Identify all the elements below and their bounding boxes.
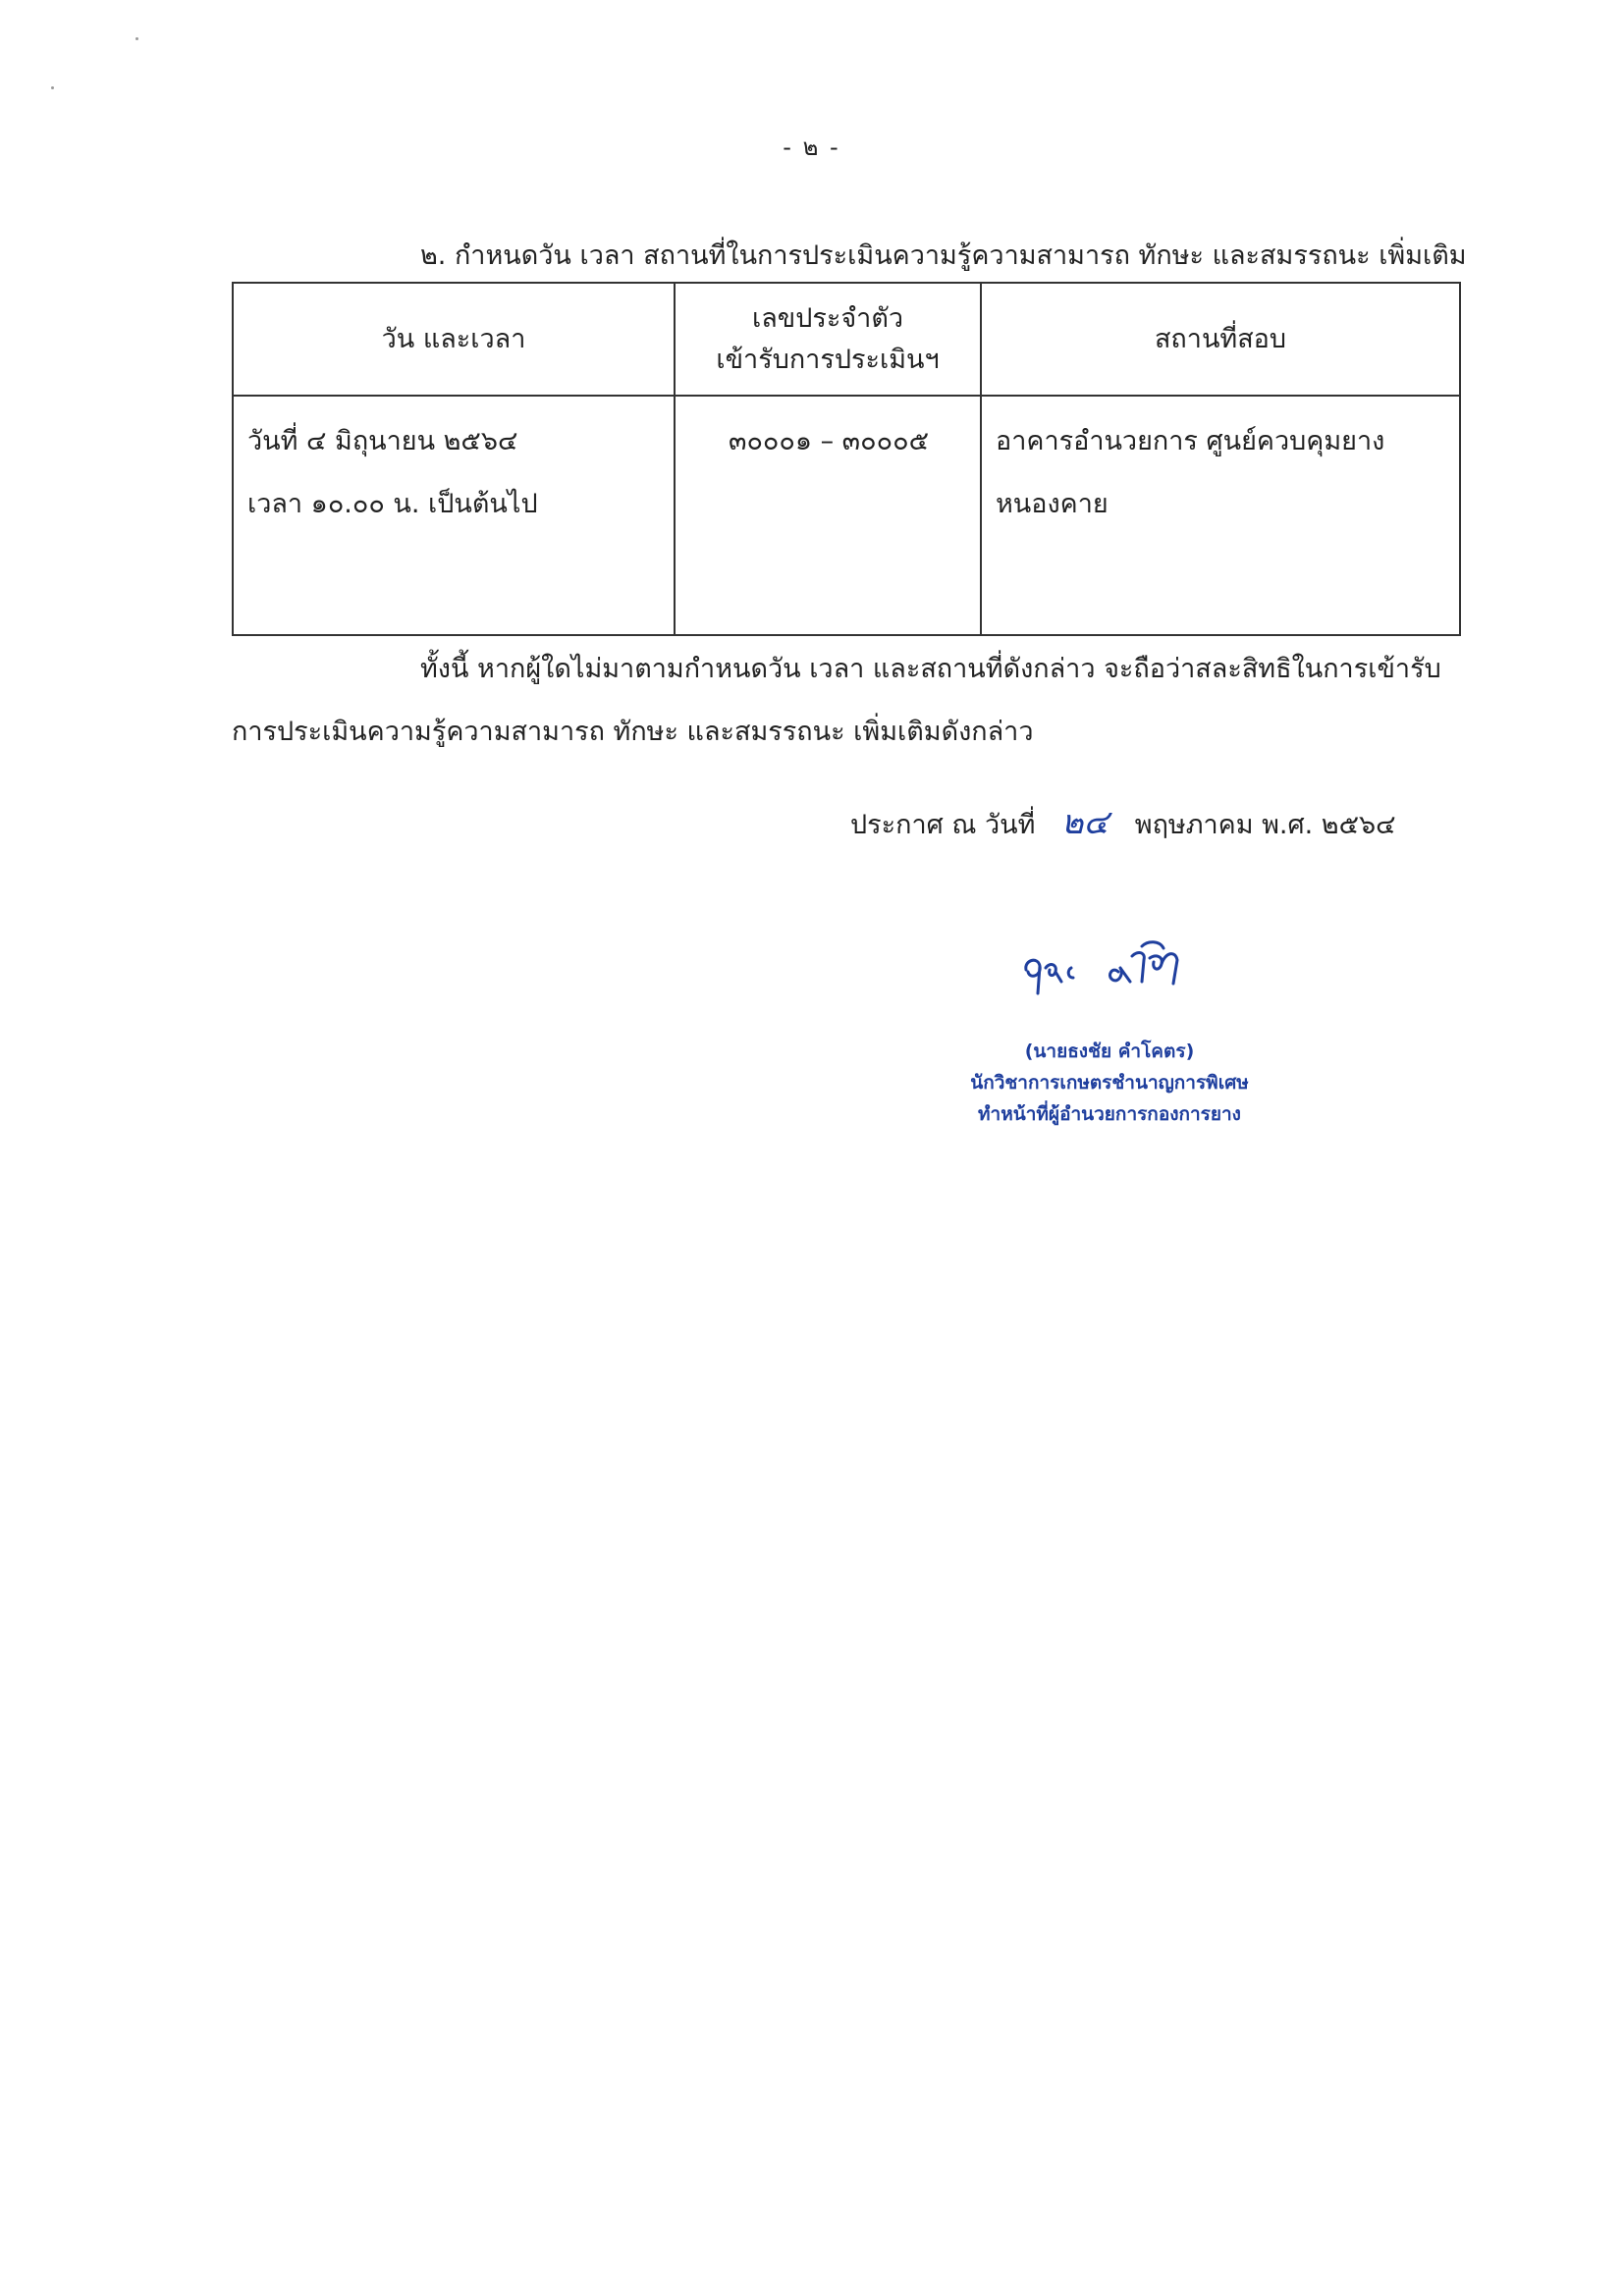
cell-date: วันที่ ๔ มิถุนายน ๒๕๖๔ <box>247 426 518 456</box>
handwritten-signature <box>1016 933 1242 1011</box>
scan-speck <box>51 86 54 89</box>
header-candidate-id <box>675 283 981 396</box>
forfeit-notice-line1: ทั้งนี้ หากผู้ใดไม่มาตามกำหนดวัน เวลา และสถานที่ดังกล่าว จะถือว่าสละสิทธิในการเข้ารับ <box>420 654 1441 684</box>
announcement-day: ๒๔ <box>1061 803 1109 842</box>
signer-position: นักวิชาการเกษตรชำนาญการพิเศษ <box>970 1072 1249 1094</box>
cell-venue-line2: หนองคาย <box>996 489 1109 519</box>
table-header-row <box>233 283 1460 396</box>
signer-block <box>943 1036 1276 1130</box>
forfeit-notice-line2: การประเมินความรู้ความสามารถ ทักษะ และสมรรถนะ เพิ่มเติมดังกล่าว <box>232 717 1034 747</box>
cell-venue <box>981 396 1460 635</box>
signer-name: (นายธงชัย คำโคตร) <box>1024 1041 1195 1062</box>
header-candidate-id-line1: เลขประจำตัว <box>751 302 904 334</box>
announcement-prefix: ประกาศ ณ วันที่ <box>850 810 1036 840</box>
table-row <box>233 396 1460 635</box>
signer-acting-role: ทำหน้าที่ผู้อำนวยการกองการยาง <box>978 1103 1241 1125</box>
page-number: - ๒ - <box>783 133 840 161</box>
cell-venue-line1: อาคารอำนวยการ ศูนย์ควบคุมยาง <box>996 426 1385 456</box>
schedule-table <box>232 282 1461 636</box>
announcement-month-year: พฤษภาคม พ.ศ. ๒๕๖๔ <box>1134 810 1396 840</box>
forfeit-notice <box>232 638 1461 764</box>
cell-time: เวลา ๑๐.๐๐ น. เป็นต้นไป <box>247 489 538 519</box>
announcement-date <box>850 795 1396 848</box>
header-exam-venue: สถานที่สอบ <box>981 283 1460 396</box>
header-candidate-id-line2: เข้ารับการประเมินฯ <box>716 344 940 375</box>
cell-date-time <box>233 396 675 635</box>
section-heading: ๒. กำหนดวัน เวลา สถานที่ในการประเมินความรู้ความสามารถ ทักษะ และสมรรถนะ เพิ่มเติม <box>420 240 1467 271</box>
scan-speck <box>135 37 138 40</box>
cell-candidate-id-range: ๓๐๐๐๑ – ๓๐๐๐๕ <box>675 396 981 635</box>
header-date-time: วัน และเวลา <box>233 283 675 396</box>
